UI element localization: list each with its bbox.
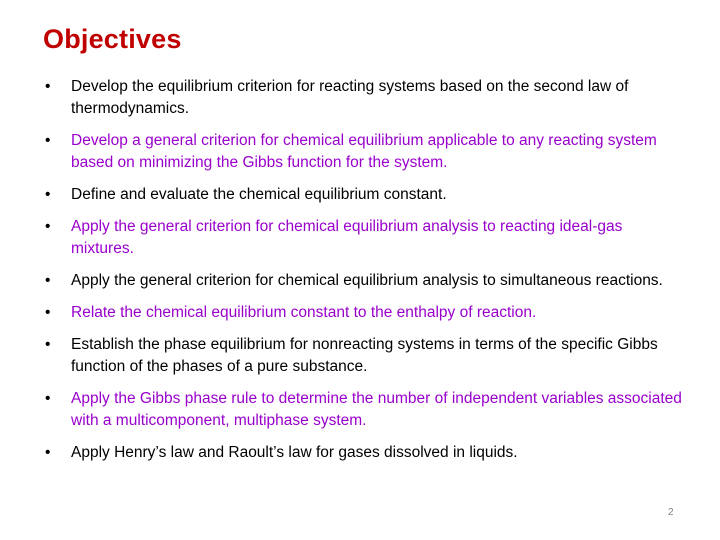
objective-item (45, 130, 685, 174)
bullet-icon: • (45, 218, 51, 235)
objective-item (45, 216, 685, 260)
objective-item (45, 442, 685, 464)
objective-text: Develop the equilibrium criterion for reacting systems based on the second law of thermodynamics. (71, 78, 629, 117)
objective-item (45, 270, 685, 292)
objective-text: Define and evaluate the chemical equilibrium constant. (71, 186, 447, 203)
objective-text: Establish the phase equilibrium for nonreacting systems in terms of the specific Gibbs function of the phases of a pure substance. (71, 336, 658, 375)
objective-item (45, 302, 685, 324)
page-number: 2 (668, 507, 674, 518)
objective-text: Apply the Gibbs phase rule to determine the number of independent variables associated with a multicomponent, multiphase system. (71, 390, 682, 429)
objective-item (45, 334, 685, 378)
bullet-icon: • (45, 272, 51, 289)
objectives-list (45, 76, 685, 474)
objective-text: Apply Henry’s law and Raoult’s law for gases dissolved in liquids. (71, 444, 518, 461)
bullet-icon: • (45, 336, 51, 353)
bullet-icon: • (45, 444, 51, 461)
slide-title: Objectives (43, 24, 182, 54)
bullet-icon: • (45, 186, 51, 203)
objective-item (45, 388, 685, 432)
objective-item (45, 184, 685, 206)
bullet-icon: • (45, 304, 51, 321)
objective-text: Relate the chemical equilibrium constant to the enthalpy of reaction. (71, 304, 537, 321)
objective-text: Develop a general criterion for chemical equilibrium applicable to any reacting system based on minimizing the Gibbs function for the system. (71, 132, 657, 171)
bullet-icon: • (45, 390, 51, 407)
bullet-icon: • (45, 78, 51, 95)
objective-text: Apply the general criterion for chemical equilibrium analysis to reacting ideal-gas mixtures. (71, 218, 623, 257)
bullet-icon: • (45, 132, 51, 149)
objective-item (45, 76, 685, 120)
objective-text: Apply the general criterion for chemical equilibrium analysis to simultaneous reactions. (71, 272, 663, 289)
